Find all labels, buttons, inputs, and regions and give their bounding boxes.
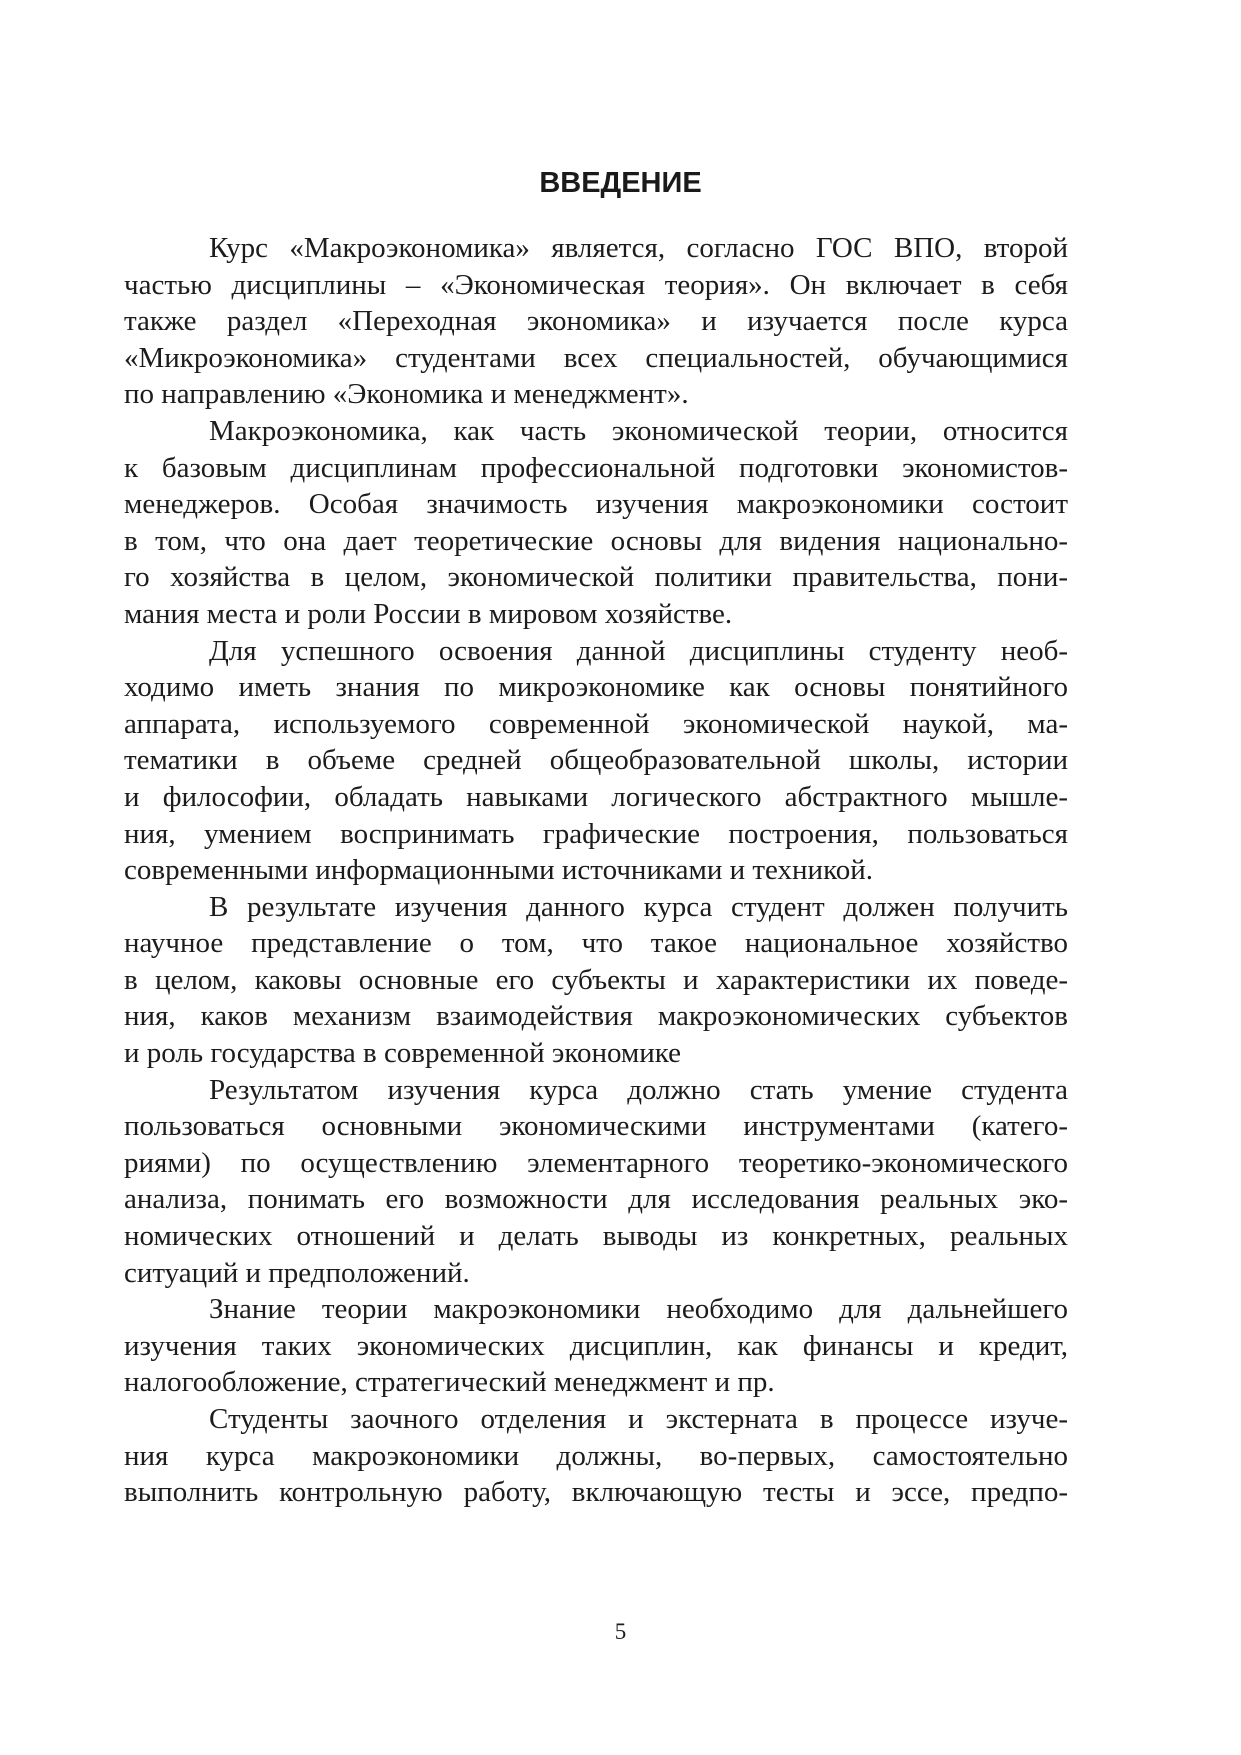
text-line: Макроэкономика, как часть экономической теории, относится — [209, 414, 1068, 447]
text-line: номических отношений и делать выводы из конкретных, реальных — [124, 1220, 1068, 1253]
paragraph — [124, 413, 1068, 633]
paragraph — [124, 230, 1068, 413]
text-line: риями) по осуществлению элементарного теоретико-экономического — [124, 1146, 1068, 1179]
text-line: ния, умением воспринимать графические построения, пользоваться — [124, 817, 1068, 850]
text-line: ходимо иметь знания по микроэкономике как основы понятийного — [124, 671, 1068, 704]
text-line: в целом, каковы основные его субъекты и характеристики их поведе- — [124, 963, 1068, 996]
text-line: к базовым дисциплинам профессиональной подготовки экономистов- — [124, 451, 1068, 484]
text-line: Студенты заочного отделения и экстерната в процессе изуче- — [209, 1403, 1068, 1435]
text-line: ситуаций и предположений. — [124, 1256, 470, 1289]
page-number: 5 — [614, 1619, 627, 1644]
text-line: го хозяйства в целом, экономической политики правительства, пони- — [124, 561, 1068, 594]
text-line: мания места и роли России в мировом хозяйстве. — [124, 597, 733, 630]
text-line: анализа, понимать его возможности для исследования реальных эко- — [124, 1183, 1068, 1216]
text-line: В результате изучения данного курса студент должен получить — [209, 890, 1068, 923]
text-line: Знание теории макроэкономики необходимо для дальнейшего — [209, 1293, 1068, 1326]
text-line: изучения таких экономических дисциплин, как финансы и кредит, — [124, 1329, 1068, 1362]
text-line: «Микроэкономика» студентами всех специальностей, обучающимися — [124, 341, 1068, 374]
text-line: ния курса макроэкономики должны, во-первых, самостоятельно — [124, 1439, 1068, 1472]
paragraph — [124, 889, 1068, 1072]
paragraph — [124, 1401, 1068, 1511]
text-line: ния, каков механизм взаимодействия макроэкономических субъектов — [124, 1000, 1068, 1033]
text-line: пользоваться основными экономическими инструментами (катего- — [124, 1110, 1068, 1143]
text-line: также раздел «Переходная экономика» и изучается после курса — [124, 305, 1068, 338]
text-line: Результатом изучения курса должно стать умение студента — [209, 1073, 1068, 1106]
text-line: по направлению «Экономика и менеджмент». — [124, 378, 689, 411]
text-line: выполнить контрольную работу, включающую тесты и эссе, предпо- — [124, 1476, 1068, 1509]
paragraph — [124, 1291, 1068, 1401]
text-line: налогообложение, стратегический менеджмент и пр. — [124, 1366, 775, 1399]
body-text — [124, 230, 1068, 1511]
text-line: Для успешного освоения данной дисциплины студенту необ- — [209, 634, 1068, 667]
text-line: научное представление о том, что такое национальное хозяйство — [124, 927, 1068, 960]
paragraph — [124, 633, 1068, 889]
text-line: частью дисциплины – «Экономическая теория». Он включает в себя — [124, 268, 1068, 301]
text-line: и философии, обладать навыками логического абстрактного мышле- — [124, 780, 1068, 813]
text-line: менеджеров. Особая значимость изучения макроэкономики состоит — [124, 488, 1068, 521]
text-line: аппарата, используемого современной экономической наукой, ма- — [124, 707, 1068, 740]
text-line: современными информационными источниками и техникой. — [124, 854, 873, 887]
page-heading: ВВЕДЕНИЕ — [539, 167, 702, 199]
text-line: Курс «Макроэкономика» является, согласно ГОС ВПО, второй — [209, 232, 1068, 264]
text-line: в том, что она дает теоретические основы для видения национально- — [124, 524, 1068, 557]
text-line: тематики в объеме средней общеобразовательной школы, истории — [124, 744, 1068, 777]
paragraph — [124, 1072, 1068, 1292]
text-line: и роль государства в современной экономике — [124, 1037, 682, 1070]
